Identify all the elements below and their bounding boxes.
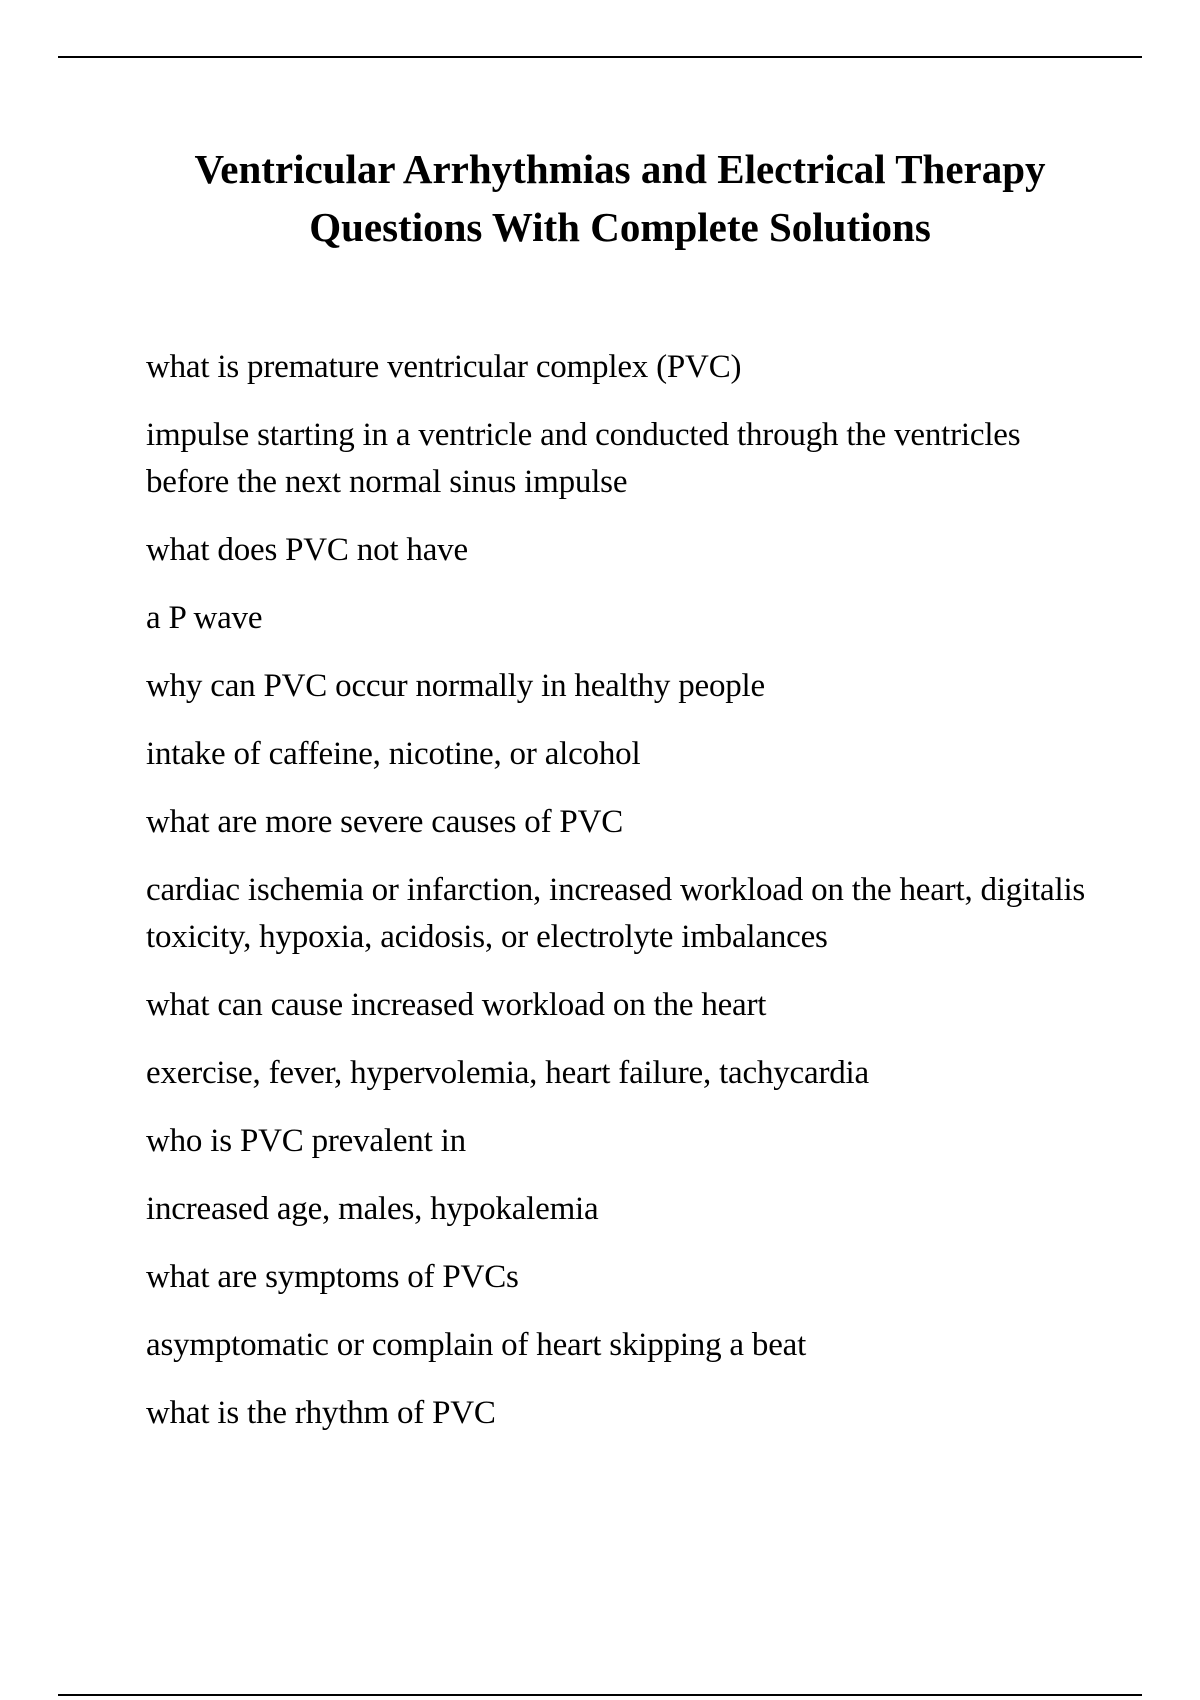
answer-7: asymptomatic or complain of heart skipping a beat — [146, 1327, 807, 1363]
title-line-2: Questions With Complete Solutions — [309, 204, 931, 250]
question-6: who is PVC prevalent in — [146, 1123, 466, 1159]
title-line-1: Ventricular Arrhythmias and Electrical Therapy — [194, 146, 1046, 192]
answer-4: cardiac ischemia or infarction, increased workload on the heart, digitalis toxicity, hypoxia, acidosis, or electrolyte imbalances — [146, 872, 1086, 955]
question-1: what is premature ventricular complex (PVC) — [146, 349, 742, 385]
answer-3: intake of caffeine, nicotine, or alcohol — [146, 736, 641, 772]
answer-2: a P wave — [146, 600, 263, 636]
bottom-divider — [58, 1694, 1142, 1696]
question-2: what does PVC not have — [146, 532, 468, 568]
question-8: what is the rhythm of PVC — [146, 1395, 496, 1431]
page-title — [100, 140, 1140, 256]
top-divider — [58, 56, 1142, 58]
question-5: what can cause increased workload on the heart — [146, 987, 767, 1023]
qa-list — [146, 344, 1106, 1458]
answer-1: impulse starting in a ventricle and conducted through the ventricles before the next normal sinus impulse — [146, 417, 1021, 500]
question-4: what are more severe causes of PVC — [146, 804, 624, 840]
answer-5: exercise, fever, hypervolemia, heart failure, tachycardia — [146, 1055, 869, 1091]
answer-6: increased age, males, hypokalemia — [146, 1191, 599, 1227]
question-3: why can PVC occur normally in healthy people — [146, 668, 765, 704]
question-7: what are symptoms of PVCs — [146, 1259, 519, 1295]
